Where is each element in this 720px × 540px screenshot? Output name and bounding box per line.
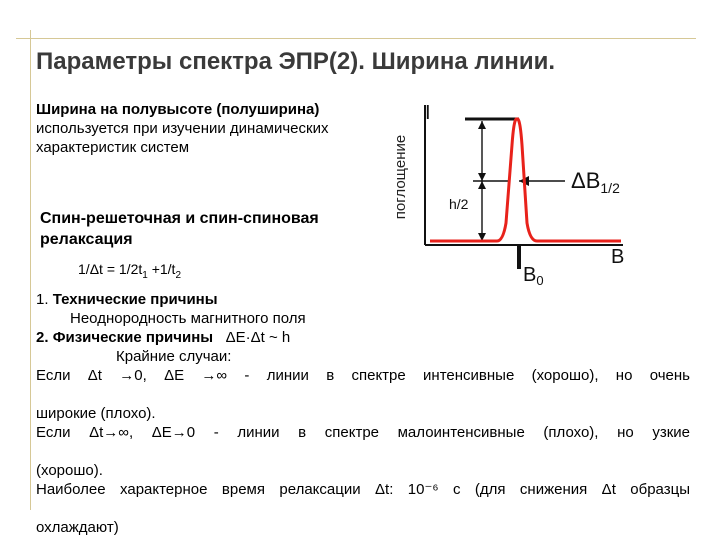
arrow-head-mid-down <box>478 181 486 189</box>
intro-bold: Ширина на полувысоте (полуширина) <box>36 101 320 118</box>
causes-list <box>36 290 690 537</box>
half-height-label: h/2 <box>449 196 469 212</box>
case2-line2: (хорошо). <box>36 462 103 479</box>
epr-line-plot <box>385 95 655 295</box>
width-label-b: B <box>585 168 601 193</box>
slide-frame-top <box>16 30 696 39</box>
item2-title: Физические причины <box>52 329 214 346</box>
case1-line1: Если Δt →0, ΔE →∞ - линии в спектре интенсивные (хорошо), но очень <box>36 367 690 384</box>
item2-relation: ΔE·Δt ~ h <box>225 329 291 346</box>
formula-part-a: 1/ <box>78 261 90 277</box>
center-label <box>523 264 544 288</box>
item1-description: Неоднородность магнитного поля <box>70 310 306 327</box>
case1-line2: широкие (плохо). <box>36 405 156 422</box>
slide-frame-left <box>16 30 31 510</box>
delta-symbol: Δ <box>89 261 100 277</box>
list-item <box>36 290 690 309</box>
arrow-head-top <box>478 121 486 129</box>
case2-line1: Если Δt→∞, ΔE→0 - линии в спектре малоинтенсивные (плохо), но узкие <box>36 424 690 441</box>
relaxation-formula <box>78 261 181 281</box>
center-label-b: B <box>523 264 537 286</box>
formula-part-c: +1/t <box>147 261 176 277</box>
center-label-sub: 0 <box>536 273 544 288</box>
intro-rest: используется при изучении динамических характеристик систем <box>36 120 329 156</box>
x-axis-label: B <box>611 246 625 268</box>
y-axis-label: I <box>425 102 431 124</box>
extreme-cases-label: Крайние случаи: <box>116 348 232 365</box>
formula-sub-1: 1 <box>142 269 148 281</box>
list-item <box>36 328 690 347</box>
width-label-sub: 1/2 <box>600 180 620 196</box>
formula-sub-2: 2 <box>175 269 182 281</box>
item1-title: Технические причины <box>52 291 218 308</box>
item1-number: 1. <box>36 291 49 308</box>
typical-time-line2: охлаждают) <box>36 519 119 536</box>
intro-paragraph <box>36 100 336 157</box>
relaxation-heading: Спин-решеточная и спин-спиновая релаксация <box>40 210 319 248</box>
formula-part-b: t = 1/2t <box>99 261 143 277</box>
plot-ylabel: поглощение <box>392 134 409 220</box>
typical-time-line1: Наиболее характерное время релаксации Δt: 10⁻⁶ с (для снижения Δt образцы <box>36 481 690 498</box>
slide-title: Параметры спектра ЭПР(2). Ширина линии. <box>36 48 556 75</box>
width-label: $\Delta B_{1/2}$ <box>571 168 620 196</box>
arrow-head-mid-up <box>478 173 486 181</box>
item2-number: 2. <box>36 329 49 346</box>
